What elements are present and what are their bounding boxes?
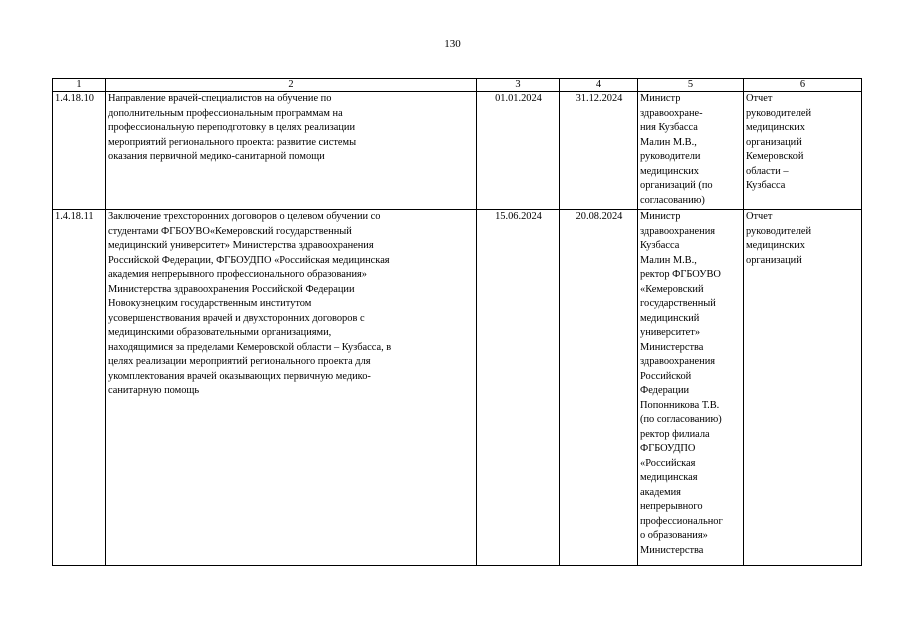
description-line: укомплектования врачей оказывающих первичную медико-: [108, 370, 371, 382]
column-header-1: 1: [53, 79, 106, 92]
result-line: медицинских: [746, 240, 805, 251]
description-line: Новокузнецким государственным институтом: [108, 298, 312, 309]
description-line: академия непрерывного профессионального образования»: [108, 269, 367, 280]
start-date: 01.01.2024: [477, 92, 560, 210]
responsible-person: [638, 92, 744, 210]
responsible-line: ректор ФГБОУВО: [640, 269, 721, 280]
responsible-line: руководители: [640, 151, 701, 162]
table-row: [53, 210, 862, 566]
responsible-line: медицинских: [640, 165, 699, 177]
description-line: находящимися за пределами Кемеровской области – Кузбасса, в: [108, 341, 392, 353]
result-document: [744, 210, 862, 566]
responsible-line: Министр: [640, 93, 681, 104]
responsible-line: «Кемеровский: [640, 283, 704, 295]
result-line: руководителей: [746, 225, 812, 237]
result-line: организаций: [746, 254, 802, 266]
responsible-line: ния Кузбасса: [640, 122, 698, 133]
column-header-4: 4: [560, 79, 638, 92]
responsible-line: здравоохране-: [640, 107, 703, 119]
responsible-line: профессиональног: [640, 515, 723, 527]
description-line: Направление врачей-специалистов на обучение по: [108, 93, 332, 104]
activity-code: 1.4.18.10: [53, 92, 106, 210]
result-line: Кузбасса: [746, 180, 786, 191]
result-line: организаций: [746, 136, 802, 148]
responsible-line: Министр: [640, 211, 681, 222]
description-line: Заключение трехсторонних договоров о целевом обучении со: [108, 211, 381, 222]
responsible-line: (по согласованию): [640, 414, 722, 425]
activity-description: [106, 210, 477, 566]
result-line: медицинских: [746, 122, 805, 133]
result-line: области –: [746, 165, 789, 177]
responsible-line: согласованию): [640, 194, 705, 206]
end-date: 20.08.2024: [560, 210, 638, 566]
responsible-line: Министерства: [640, 341, 704, 353]
responsible-line: Российской: [640, 370, 692, 382]
column-header-5: 5: [638, 79, 744, 92]
description-line: медицинскими образовательными организациями,: [108, 327, 332, 338]
page-number: 130: [444, 38, 461, 50]
column-header-6: 6: [744, 79, 862, 92]
result-line: Кемеровской: [746, 151, 804, 162]
column-header-3: 3: [477, 79, 560, 92]
result-line: Отчет: [746, 93, 773, 104]
result-line: руководителей: [746, 107, 812, 119]
result-document: [744, 92, 862, 210]
description-line: медицинский университет» Министерства здравоохранения: [108, 240, 374, 251]
responsible-line: здравоохранения: [640, 356, 716, 367]
responsible-line: «Российская: [640, 457, 696, 469]
responsible-line: Кузбасса: [640, 240, 680, 251]
description-line: усовершенствования врачей и двухсторонних договоров с: [108, 312, 365, 324]
result-line: Отчет: [746, 211, 773, 222]
responsible-line: ректор филиала: [640, 428, 710, 440]
responsible-line: непрерывного: [640, 501, 703, 512]
responsible-line: академия: [640, 486, 681, 498]
responsible-line: здравоохранения: [640, 225, 716, 237]
end-date: 31.12.2024: [560, 92, 638, 210]
responsible-line: о образования»: [640, 530, 708, 541]
responsible-line: медицинский: [640, 312, 700, 324]
responsible-line: ФГБОУДПО: [640, 443, 696, 454]
description-line: мероприятий регионального проекта: развитие системы: [108, 136, 357, 148]
start-date: 15.06.2024: [477, 210, 560, 566]
description-line: санитарную помощь: [108, 385, 200, 396]
responsible-line: Малин М.В.,: [640, 136, 697, 148]
responsible-line: Министерства: [640, 544, 704, 556]
responsible-line: Попонникова Т.В.: [640, 399, 720, 411]
responsible-line: медицинская: [640, 472, 698, 483]
description-line: Российской Федерации, ФГБОУДПО «Российская медицинская: [108, 254, 390, 266]
responsible-line: государственный: [640, 298, 716, 309]
description-line: оказания первичной медико-санитарной помощи: [108, 151, 325, 162]
responsible-line: Малин М.В.,: [640, 254, 697, 266]
responsible-line: университет»: [640, 327, 701, 338]
description-line: дополнительным профессиональным программам на: [108, 107, 343, 119]
activity-plan-table: [52, 78, 862, 566]
activity-code: 1.4.18.11: [53, 210, 106, 566]
description-line: целях реализации мероприятий регионального проекта для: [108, 356, 371, 367]
responsible-line: организаций (по: [640, 180, 713, 191]
table-row: [53, 92, 862, 210]
table-header-row: [53, 79, 862, 92]
activity-description: [106, 92, 477, 210]
description-line: студентами ФГБОУВО«Кемеровский государственный: [108, 225, 352, 237]
description-line: профессиональную переподготовку в целях реализации: [108, 122, 356, 133]
responsible-line: Федерации: [640, 385, 690, 396]
column-header-2: 2: [106, 79, 477, 92]
responsible-person: [638, 210, 744, 566]
description-line: Министерства здравоохранения Российской Федерации: [108, 283, 355, 295]
